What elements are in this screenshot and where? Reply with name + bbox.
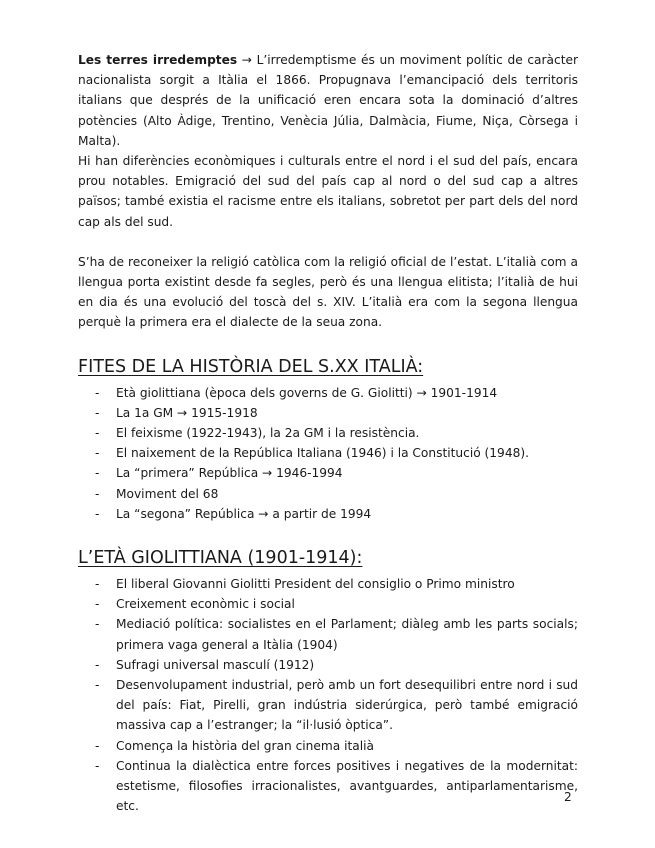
list-marker: - [95,617,100,632]
list-item: - Desenvolupament industrial, però amb un fort desequilibri entre nord i sud del país: Fiat, Pirelli, gran indústria siderúrgica, però també emigració massiva cap a l’estranger; la “il·lusió òptica”. [78,675,578,736]
list-marker: - [95,486,100,501]
list-item: - El naixement de la República Italiana (1946) i la Constitució (1948). [78,443,578,463]
intro-paragraph-1 [78,50,578,151]
list-item: - El feixisme (1922-1943), la 2a GM i la resistència. [78,423,578,443]
list-marker: - [95,506,100,521]
list-item: - Sufragi universal masculí (1912) [78,655,578,675]
intro-term: Les terres irredemptes [78,53,238,67]
list-marker: - [95,738,100,753]
list-marker: - [95,657,100,672]
list-marker: - [95,446,100,461]
intro-arrow: → [237,53,257,67]
list-marker: - [95,405,100,420]
list-item: - Moviment del 68 [78,484,578,504]
fites-list [78,383,578,524]
list-item: - Mediació política: socialistes en el Parlament; diàleg amb les parts socials; primera vaga general a Itàlia (1904) [78,614,578,654]
paragraph-gap [78,232,578,252]
list-marker: - [95,678,100,693]
intro-text-1: L’irredemptisme és un moviment polític de caràcter nacionalista sorgit a Itàlia el 1866. Propugnava l’emancipació dels territoris italians que després de la unificació eren encara sota la dominació d’altres potències (Alto Àdige, Trentino, Venècia Júlia, Dalmàcia, Fiume, Niça, Còrsega i Malta). [78,53,578,148]
list-marker: - [95,426,100,441]
list-item: - Età giolittiana (època dels governs de G. Giolitti) → 1901-1914 [78,383,578,403]
list-marker: - [95,385,100,400]
giolittiana-list [78,574,578,816]
list-item: - El liberal Giovanni Giolitti President del consiglio o Primo ministro [78,574,578,594]
list-item: - Creixement econòmic i social [78,594,578,614]
list-item: - La “segona” República → a partir de 1994 [78,504,578,524]
list-item: - La “primera” República → 1946-1994 [78,463,578,483]
list-marker: - [95,597,100,612]
list-item: - La 1a GM → 1915-1918 [78,403,578,423]
list-marker: - [95,758,100,773]
list-marker: - [95,466,100,481]
list-item: - Comença la història del gran cinema italià [78,736,578,756]
intro-paragraph-3: S’ha de reconeixer la religió catòlica com la religió oficial de l’estat. L’italià com a llengua porta existint desde fa segles, però és una llengua elitista; l’italià de hui en dia és una evolució del toscà del s. XIV. L’italià era com la segona llengua perquè la primera era el dialecte de la seua zona. [78,254,578,330]
page-number: 2 [564,790,572,804]
list-item: - Continua la dialèctica entre forces positives i negatives de la modernitat: estetisme, filosofies irracionalistes, avantguardes, antiparlamentarisme, etc. [78,756,578,817]
section-heading-fites: FITES DE LA HISTÒRIA DEL S.XX ITALIÀ: [78,356,424,377]
intro-paragraph-2: Hi han diferències econòmiques i culturals entre el nord i el sud del país, encara prou notables. Emigració del sud del país cap al nord o del sud cap a altres països; també existia el racisme entre els italians, sobretot per part dels del nord cap als del sud. [78,154,578,229]
document-page [78,50,578,817]
section-heading-giolittiana: L’ETÀ GIOLITTIANA (1901-1914): [78,548,363,569]
list-marker: - [95,577,100,592]
